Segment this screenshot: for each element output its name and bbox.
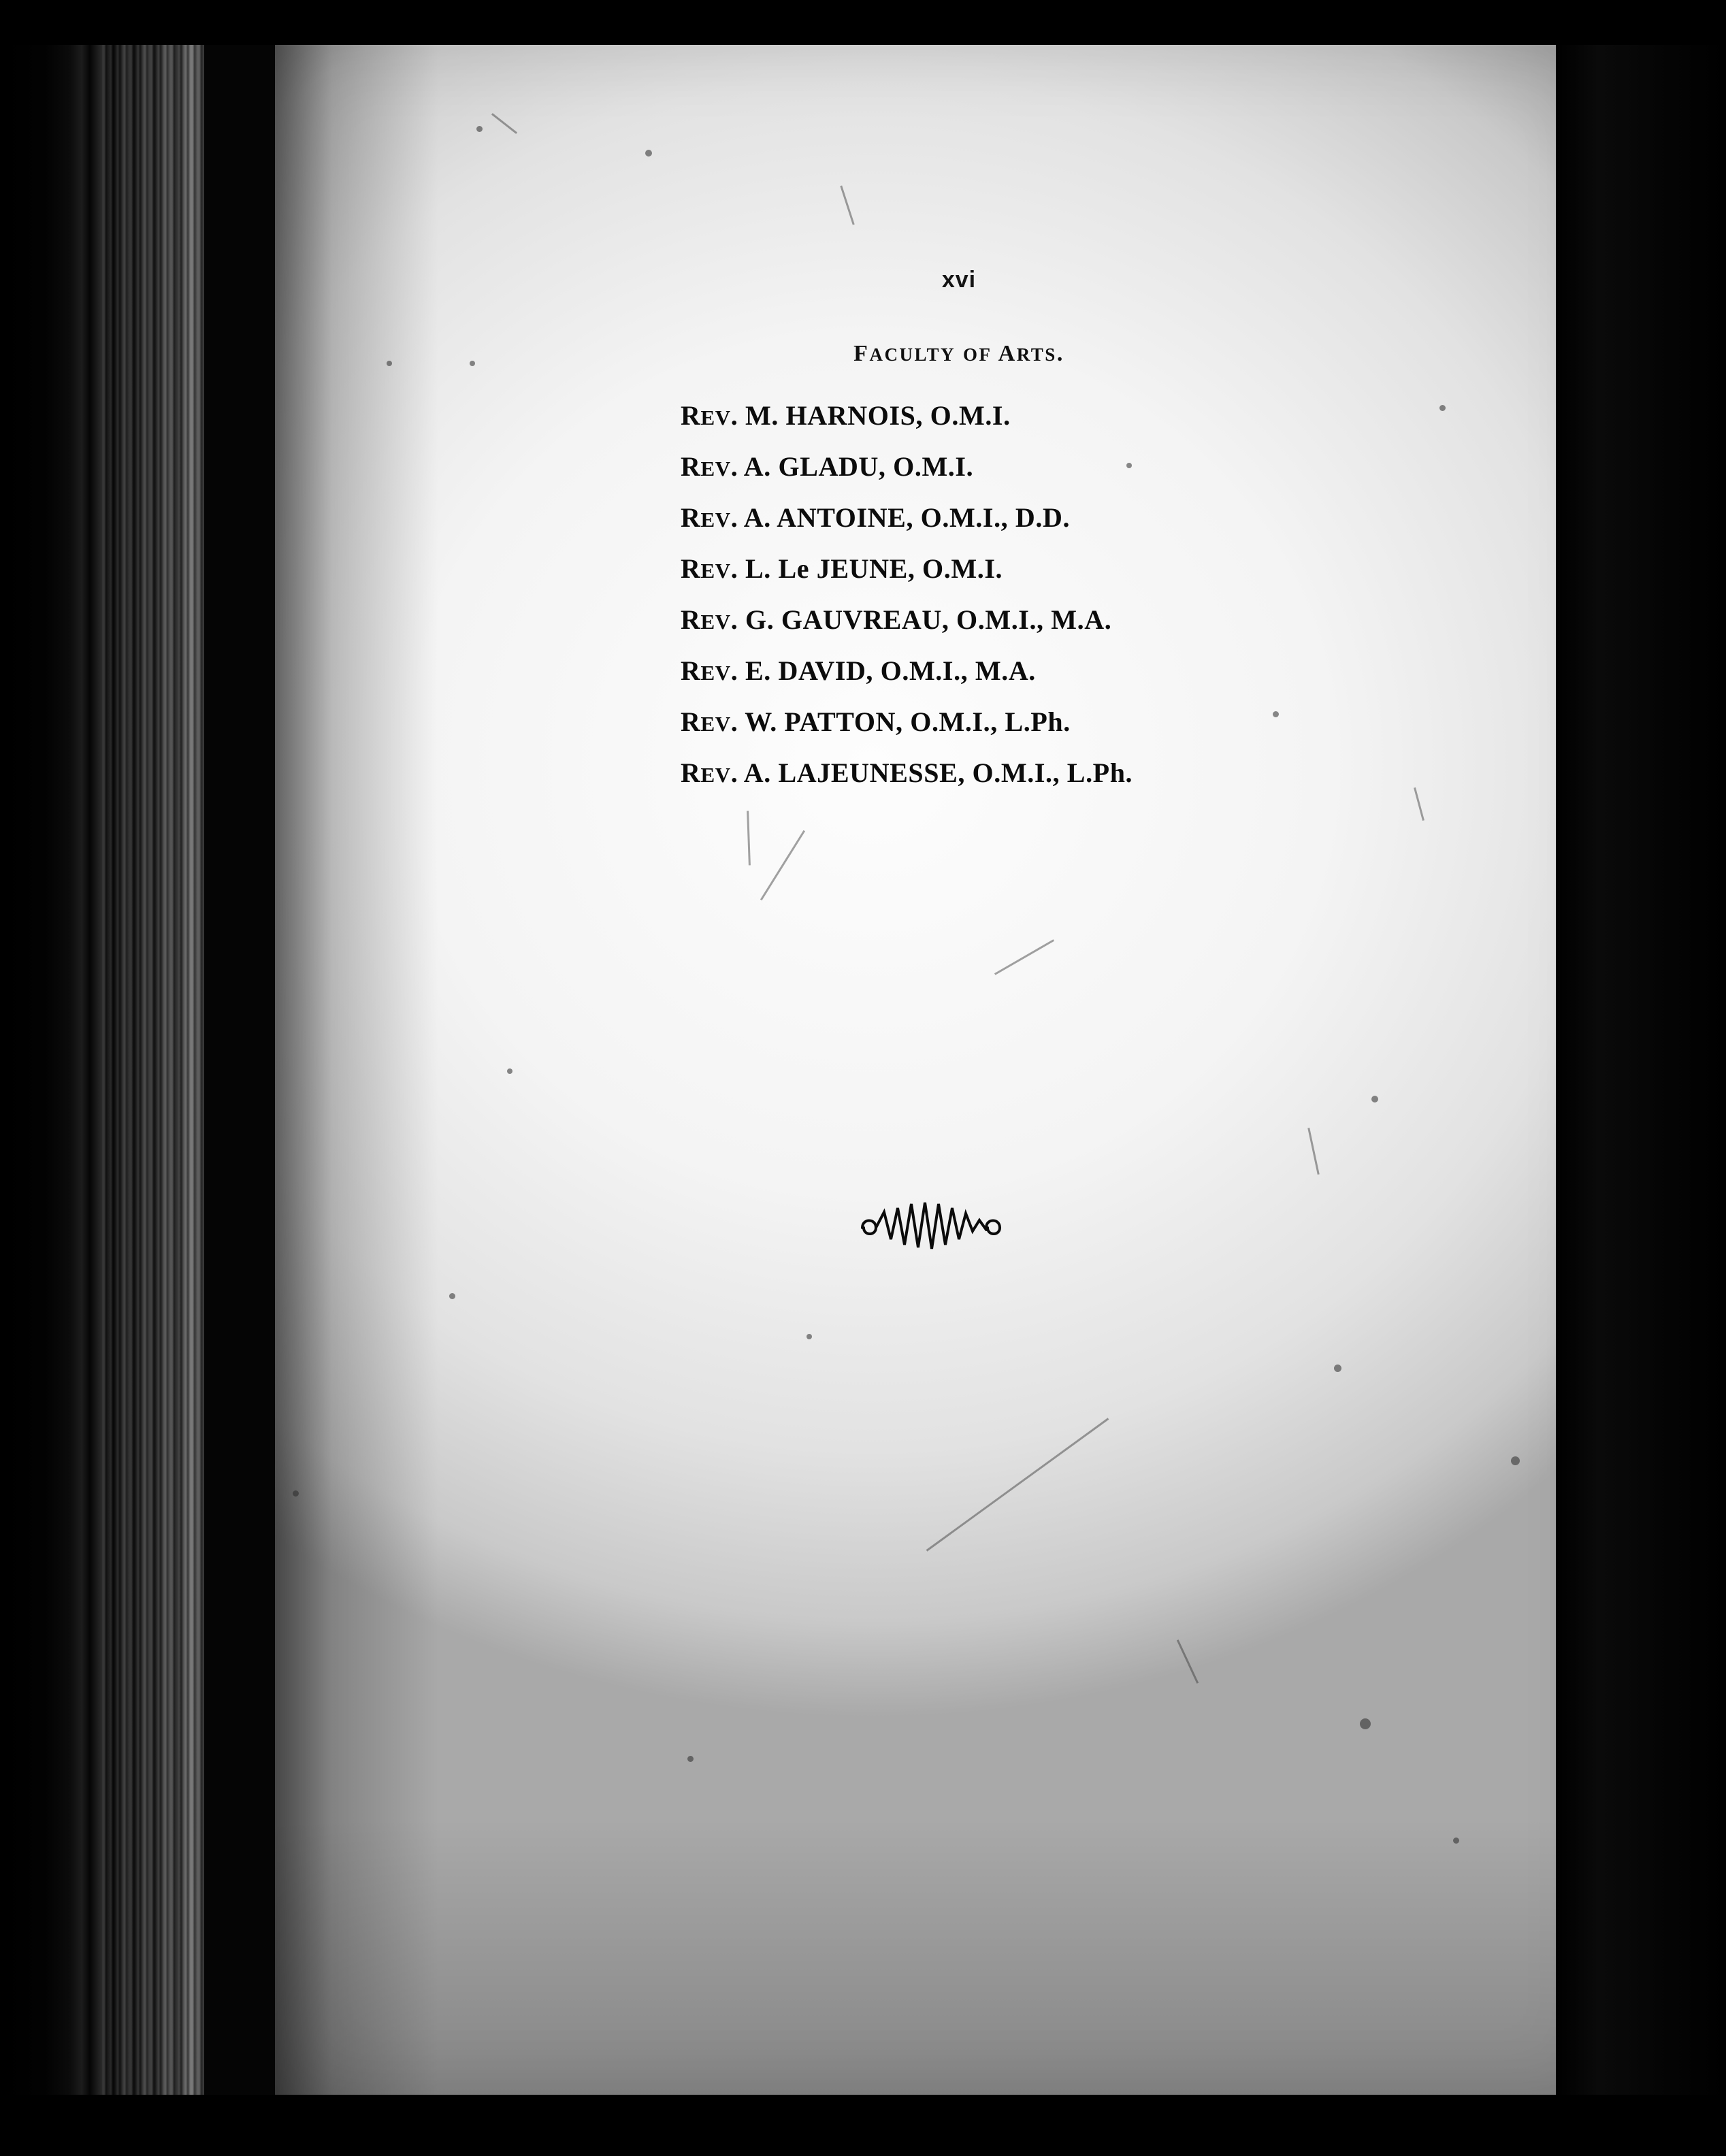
scan-speck <box>449 1293 455 1299</box>
name-text: W. PATTON, O.M.I., L.Ph. <box>745 706 1071 737</box>
list-item <box>275 655 1602 687</box>
name-text: L. Le JEUNE, O.M.I. <box>745 553 1003 584</box>
scan-speck <box>1453 1838 1459 1844</box>
page-content <box>275 42 1602 1269</box>
name-prefix: REV. <box>681 706 738 737</box>
scan-speck <box>645 150 652 157</box>
right-dark-surround <box>1556 0 1726 2156</box>
top-dark-border <box>0 0 1726 45</box>
page-folio-number: xvi <box>941 267 977 293</box>
scan-speck <box>470 361 475 366</box>
scan-speck <box>387 361 392 366</box>
list-item <box>275 757 1602 789</box>
scan-speck <box>1126 463 1132 468</box>
scan-speck <box>507 1068 512 1074</box>
name-prefix: REV. <box>681 451 738 482</box>
list-item <box>275 604 1602 636</box>
list-item <box>275 706 1602 738</box>
scan-speck <box>293 1490 299 1497</box>
section-heading-text: FACULTY OF ARTS. <box>853 341 1064 366</box>
name-prefix: REV. <box>681 400 738 431</box>
name-prefix: REV. <box>681 553 738 584</box>
name-prefix: REV. <box>681 502 738 533</box>
list-item <box>275 451 1602 483</box>
scan-speck <box>1273 711 1279 717</box>
list-item <box>275 399 1602 431</box>
name-text: M. HARNOIS, O.M.I. <box>745 400 1011 431</box>
page-edge-stack <box>102 20 204 2103</box>
name-text: E. DAVID, O.M.I., M.A. <box>745 655 1036 686</box>
list-item <box>275 502 1602 534</box>
faculty-name-list <box>275 399 1602 789</box>
bottom-dark-border <box>0 2095 1726 2156</box>
scan-speck <box>1360 1718 1371 1729</box>
scan-speck <box>1439 405 1446 411</box>
name-text: A. LAJEUNESSE, O.M.I., L.Ph. <box>743 757 1133 788</box>
name-prefix: REV. <box>681 655 738 686</box>
name-text: A. GLADU, O.M.I. <box>743 451 974 482</box>
list-item <box>275 553 1602 585</box>
squiggle-ornament-icon <box>275 1197 1602 1269</box>
name-text: A. ANTOINE, O.M.I., D.D. <box>743 502 1071 533</box>
book-page <box>275 42 1602 2104</box>
scan-speck <box>476 126 483 132</box>
scan-speck <box>1334 1365 1341 1372</box>
scan-speck <box>1511 1456 1520 1465</box>
scan-speck <box>1371 1096 1378 1102</box>
scan-speck <box>807 1334 812 1339</box>
name-prefix: REV. <box>681 604 738 635</box>
name-prefix: REV. <box>681 757 738 788</box>
name-text: G. GAUVREAU, O.M.I., M.A. <box>745 604 1112 635</box>
scan-speck <box>687 1756 694 1762</box>
